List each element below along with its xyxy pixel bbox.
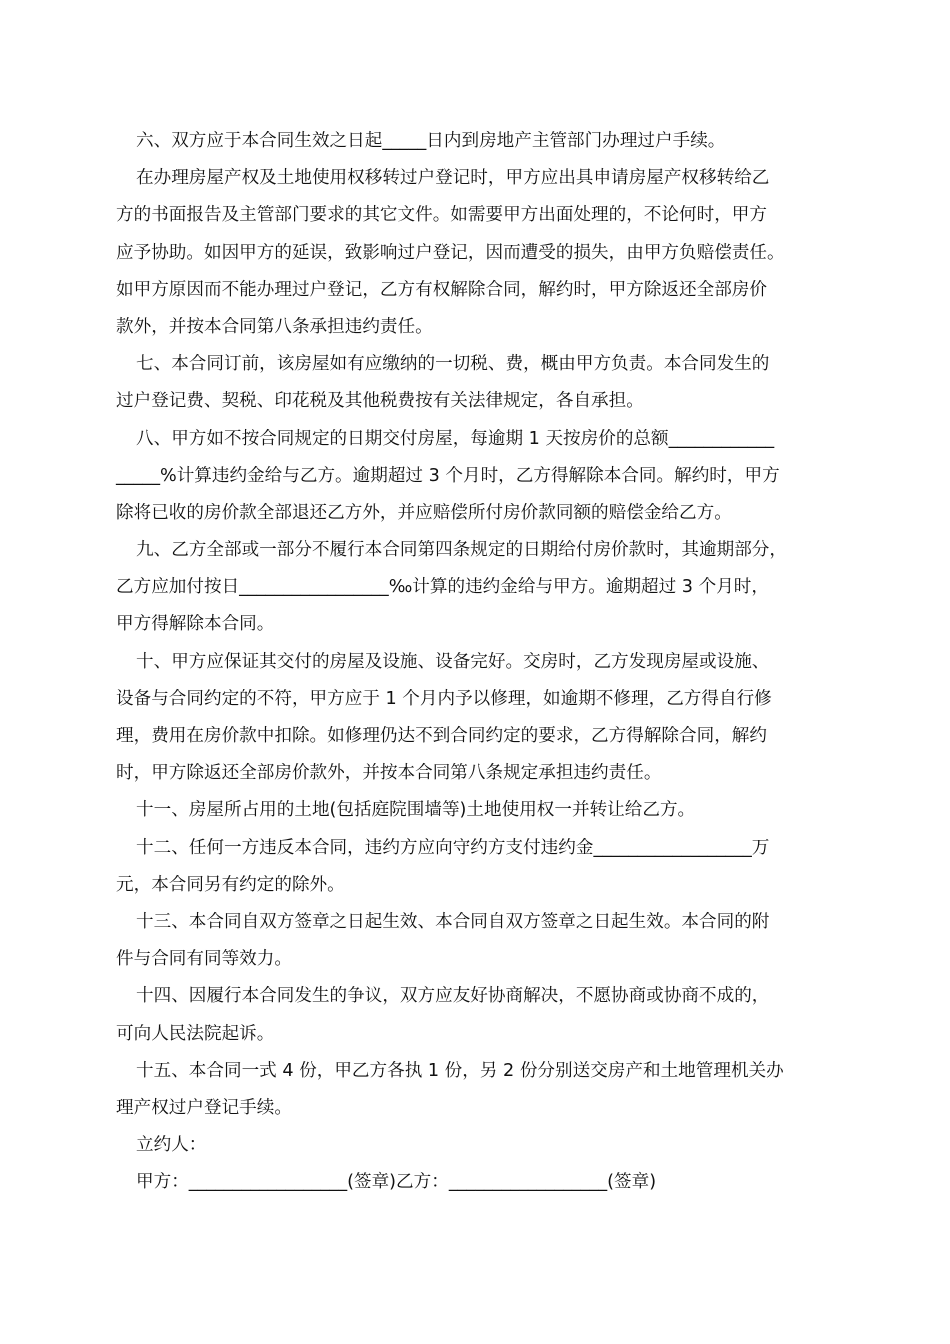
text-line: 可向人民法院起诉。 [116,1023,275,1044]
text-line: 十、甲方应保证其交付的房屋及设施、设备完好。交房时，乙方发现房屋或设施、 [136,651,770,672]
text-line: 十一、房屋所占用的土地(包括庭院围墙等)土地使用权一并转让给乙方。 [136,800,696,821]
paragraph-clause-10 [116,644,838,793]
text-line: 理，费用在房价款中扣除。如修理仍达不到合同约定的要求，乙方得解除合同，解约 [116,726,767,746]
text-line: 七、本合同订前，该房屋如有应缴纳的一切税、费，概由甲方负责。本合同发生的 [136,354,770,375]
text-line: 六、双方应于本合同生效之日起_____日内到房地产主管部门办理过户手续。 [136,131,726,151]
text-line: 理产权过户登记手续。 [116,1097,292,1118]
text-line: 设备与合同约定的不符，甲方应于 1 个月内予以修理，如逾期不修理，乙方得自行修 [116,688,772,709]
paragraph-signatory-label [116,1127,838,1164]
paragraph-clause-6 [116,123,838,160]
text-line: 八、甲方如不按合同规定的日期交付房屋，每逾期 1 天按房价的总额____________ [136,428,775,449]
text-line: 过户登记费、契税、印花税及其他税费按有关法律规定，各自承担。 [116,391,644,412]
text-line: _____%计算违约金给与乙方。逾期超过 3 个月时，乙方得解除本合同。解约时，甲方 [116,465,780,486]
text-line: 甲方：__________________(签章)乙方：__________________(签章) [136,1172,657,1193]
paragraph-clause-13 [116,904,838,978]
text-line: 件与合同有同等效力。 [116,949,292,970]
text-line: 应予协助。如因甲方的延误，致影响过户登记，因而遭受的损失，由甲方负赔偿责任。 [116,242,785,263]
paragraph-clause-6-detail [116,160,838,346]
text-line: 十二、任何一方违反本合同，违约方应向守约方支付违约金__________________万 [136,837,770,858]
text-line: 如甲方原因而不能办理过户登记，乙方有权解除合同，解约时，甲方除返还全部房价 [116,279,767,300]
paragraph-clause-15 [116,1053,838,1127]
text-line: 十三、本合同自双方签章之日起生效、本合同自双方签章之日起生效。本合同的附 [136,911,770,932]
text-line: 方的书面报告及主管部门要求的其它文件。如需要甲方出面处理的，不论何时，甲方 [116,205,767,226]
text-line: 十五、本合同一式 4 份，甲乙方各执 1 份，另 2 份分别送交房产和土地管理机关办 [136,1060,784,1081]
text-line: 十四、因履行本合同发生的争议，双方应友好协商解决，不愿协商或协商不成的， [136,986,770,1007]
paragraph-clause-9 [116,532,838,644]
paragraph-clause-8 [116,421,838,533]
text-line: 九、乙方全部或一部分不履行本合同第四条规定的日期给付房价款时，其逾期部分， [136,540,787,561]
text-line: 款外，并按本合同第八条承担违约责任。 [116,316,433,337]
paragraph-clause-11 [116,792,838,829]
paragraph-clause-12 [116,830,838,904]
text-line: 元，本合同另有约定的除外。 [116,874,345,895]
paragraph-clause-7 [116,346,838,420]
text-line: 乙方应加付按日_________________‰计算的违约金给与甲方。逾期超过 3 个月时， [116,577,769,598]
paragraph-clause-14 [116,978,838,1052]
paragraph-signature-line [116,1164,838,1201]
text-line: 甲方得解除本合同。 [116,614,275,635]
contract-body [116,123,838,1201]
text-line: 在办理房屋产权及土地使用权移转过户登记时，甲方应出具申请房屋产权移转给乙 [136,168,770,189]
text-line: 时，甲方除返还全部房价款外，并按本合同第八条规定承担违约责任。 [116,763,662,784]
text-line: 立约人： [136,1135,207,1156]
text-line: 除将已收的房价款全部退还乙方外，并应赔偿所付房价款同额的赔偿金给乙方。 [116,502,732,523]
